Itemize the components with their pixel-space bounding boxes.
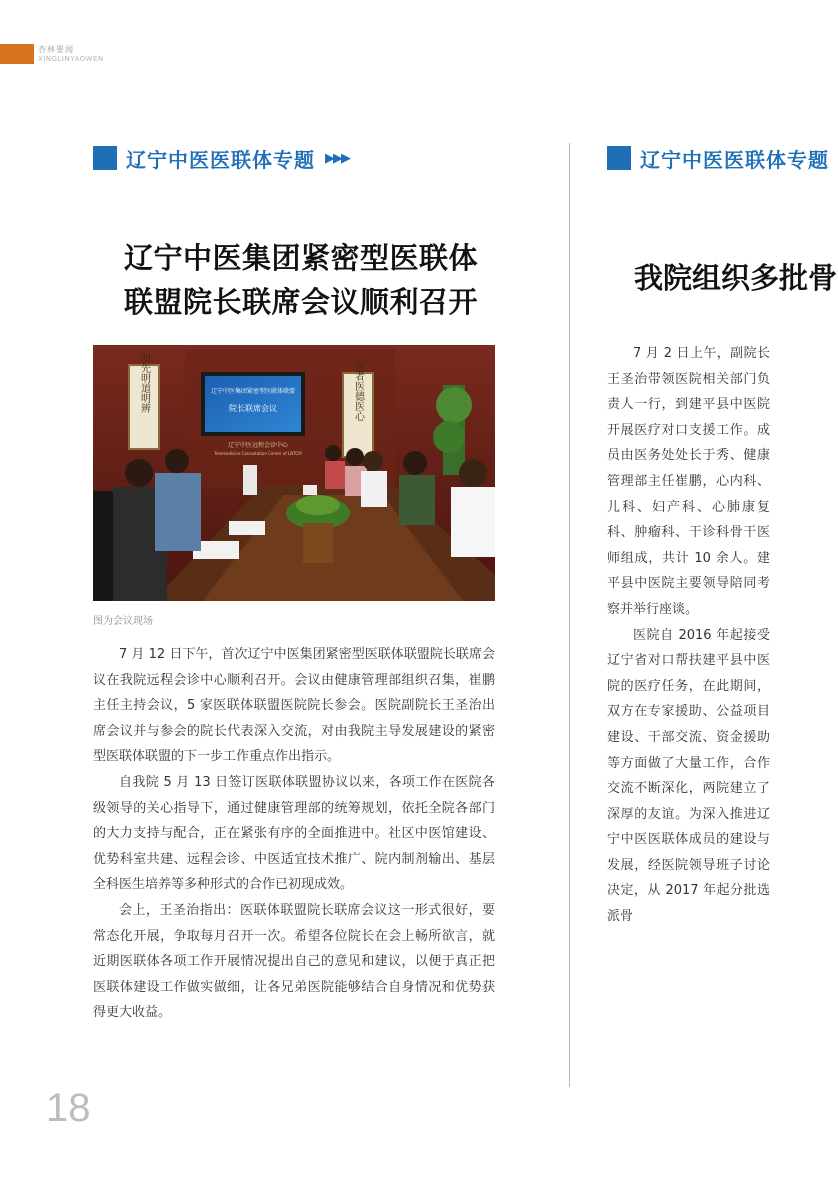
scroll-right: 医者医德医心 — [352, 361, 364, 421]
photo-caption: 图为会议现场 — [93, 616, 153, 627]
wall-sign-en: Telemedicine Consultation Center of LNTCM — [214, 451, 302, 456]
screen-line1: 辽宁中医集团紧密型医联体联盟 — [210, 388, 296, 395]
left-section-title: 辽宁中医医联体专题 — [126, 147, 315, 172]
paragraph: 自我院 5 月 13 日签订医联体联盟协议以来，各项工作在医院各级领导的关心指导下，通过健康管理部的统筹规划，依托全院各部门的大力支持与配合，正在紧张有序的全面推进中。社区中医馆建设、优势科室共建、远程会诊、中医适宜技术推广、院内制剂输出、基层全科医生培养等多种形式的合作已初现成效。 — [93, 774, 495, 893]
right-section-title: 辽宁中医医联体专题 — [640, 147, 829, 172]
column-divider — [569, 143, 570, 1087]
paragraph: 7 月 12 日下午，首次辽宁中医集团紧密型医联体联盟院长联席会议在我院远程会诊中心顺利召开。会议由健康管理部组织召集，崔鹏主任主持会议，5 家医联体联盟医院院长参会。医院副院长王圣治出席会议并与参会的院长代表深入交流，对由我院主导发展建设的紧密型医联体联盟的下一步工作重点作出指示。 — [93, 647, 495, 765]
page-number: 18 — [46, 1086, 91, 1130]
wall-sign-cn: 辽宁中医远程会诊中心 — [227, 442, 289, 449]
paragraph: 会上，王圣治指出：医联体联盟院长联席会议这一形式很好，要常态化开展，争取每月召开一次。希望各位院长在会上畅所欲言，就近期医联体各项工作开展情况提出自己的意见和建议，以便于真正把医联体建设工作做实做细，让各兄弟医院能够结合自身情况和优势获得更大收益。 — [93, 902, 495, 1021]
scroll-left: 明先明道明辨 — [138, 353, 150, 413]
header-section-en: XINGLINYAOWEN — [38, 55, 104, 63]
header-tab — [0, 44, 34, 64]
section-square-icon — [607, 146, 631, 170]
section-square-icon — [93, 146, 117, 170]
article-title: 辽宁中医集团紧密型医联体 联盟院长联席会议顺利召开 — [124, 241, 479, 319]
left-section-header — [93, 145, 349, 171]
right-section-header — [607, 145, 829, 171]
triple-arrow-icon: ▶▶▶ — [325, 150, 349, 166]
meeting-photo — [93, 345, 495, 601]
right-article-body — [607, 341, 770, 930]
left-article-body — [93, 642, 495, 1026]
right-article-title: 我院组织多批骨 — [634, 261, 838, 295]
header-section-cn: 杏林要闻 — [38, 45, 74, 54]
paragraph: 医院自 2016 年起接受辽宁省对口帮扶建平县中医院的医疗任务，在此期间，双方在专家援助、公益项目建设、干部交流、资金援助等方面做了大量工作，合作交流不断深化，两院建立了深厚的友谊。为深入推进辽宁中医医联体成员的建设与发展，经医院领导班子讨论决定，从 2017 年起分批选派骨 — [607, 627, 770, 925]
screen-line2: 院长联席会议 — [229, 404, 277, 413]
paragraph: 7 月 2 日上午，副院长王圣治带领医院相关部门负责人一行，到建平县中医院开展医疗对口支援工作。成员由医务处处长于秀、健康管理部主任崔鹏，心内科、儿科、妇产科、心肺康复科、肿瘤科、干诊科骨干医师组成，共计 10 余人。建平县中医院主要领导陪同考察并举行座谈。 — [607, 346, 770, 617]
